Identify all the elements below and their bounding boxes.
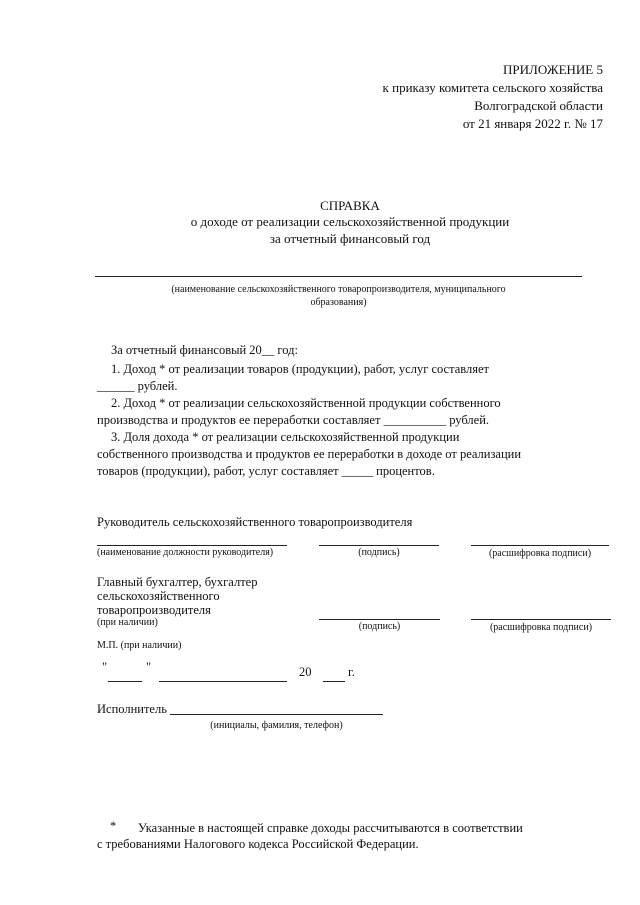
footnote-marker: * — [110, 819, 117, 833]
head-decoding-line — [471, 545, 609, 546]
appendix-number: ПРИЛОЖЕНИЕ 5 — [503, 62, 603, 77]
head-position-caption: (наименование должности руководителя) — [97, 547, 274, 558]
date-day-line — [108, 681, 142, 682]
item-3-line-2: собственного производства и продуктов ее переработки в доходе от реализации — [97, 447, 522, 461]
date-quote-close: " — [146, 660, 152, 674]
producer-caption-1: (наименование сельскохозяйственного товаропроизводителя, муниципального — [171, 284, 506, 295]
accountant-signature-caption: (подпись) — [358, 621, 401, 632]
executor-line — [170, 714, 383, 715]
order-date: от 21 января 2022 г. № 17 — [462, 116, 603, 131]
accountant-title-1: Главный бухгалтер, бухгалтер — [97, 575, 258, 589]
item-2-line-1: 2. Доход * от реализации сельскохозяйственной продукции собственного — [111, 396, 501, 410]
date-year-suffix: г. — [348, 665, 355, 679]
seal-note: М.П. (при наличии) — [97, 640, 182, 651]
item-3-line-1: 3. Доля дохода * от реализации сельскохозяйственной продукции — [111, 430, 460, 444]
item-1-line-2: ______ рублей. — [97, 379, 178, 393]
date-month-line — [159, 681, 287, 682]
reporting-year: За отчетный финансовый 20__ год: — [111, 343, 298, 357]
document-subtitle-1: о доходе от реализации сельскохозяйственной продукции — [190, 214, 510, 229]
accountant-decoding-caption: (расшифровка подписи) — [489, 622, 593, 633]
accountant-if-any: (при наличии) — [97, 617, 158, 628]
footnote-line-2: с требованиями Налогового кодекса Российской Федерации. — [97, 837, 419, 851]
date-quote-open: " — [102, 660, 108, 674]
item-3-line-3: товаров (продукции), работ, услуг составляет _____ процентов. — [97, 464, 435, 478]
date-year-prefix: 20 — [299, 665, 312, 679]
date-year-line — [323, 681, 345, 682]
accountant-decoding-line — [471, 619, 611, 620]
document-title: СПРАВКА — [320, 198, 380, 213]
accountant-title-2: сельскохозяйственного — [97, 589, 220, 603]
head-signature-caption: (подпись) — [358, 547, 400, 558]
footnote-line-1: Указанные в настоящей справке доходы рассчитываются в соответствии — [138, 821, 523, 835]
item-1-line-1: 1. Доход * от реализации товаров (продукции), работ, услуг составляет — [111, 362, 490, 376]
region-name: Волгоградской области — [474, 98, 603, 113]
order-reference: к приказу комитета сельского хозяйства — [382, 80, 603, 95]
producer-caption-2: образования) — [310, 297, 367, 308]
head-title: Руководитель сельскохозяйственного товаропроизводителя — [97, 515, 413, 529]
executor-caption: (инициалы, фамилия, телефон) — [210, 720, 343, 731]
item-2-line-2: производства и продуктов ее переработки составляет __________ рублей. — [97, 413, 490, 427]
head-decoding-caption: (расшифровка подписи) — [488, 548, 592, 559]
producer-name-line — [95, 276, 582, 277]
executor-label: Исполнитель — [97, 702, 167, 716]
accountant-title-3: товаропроизводителя — [97, 603, 211, 617]
document-subtitle-2: за отчетный финансовый год — [269, 231, 431, 246]
